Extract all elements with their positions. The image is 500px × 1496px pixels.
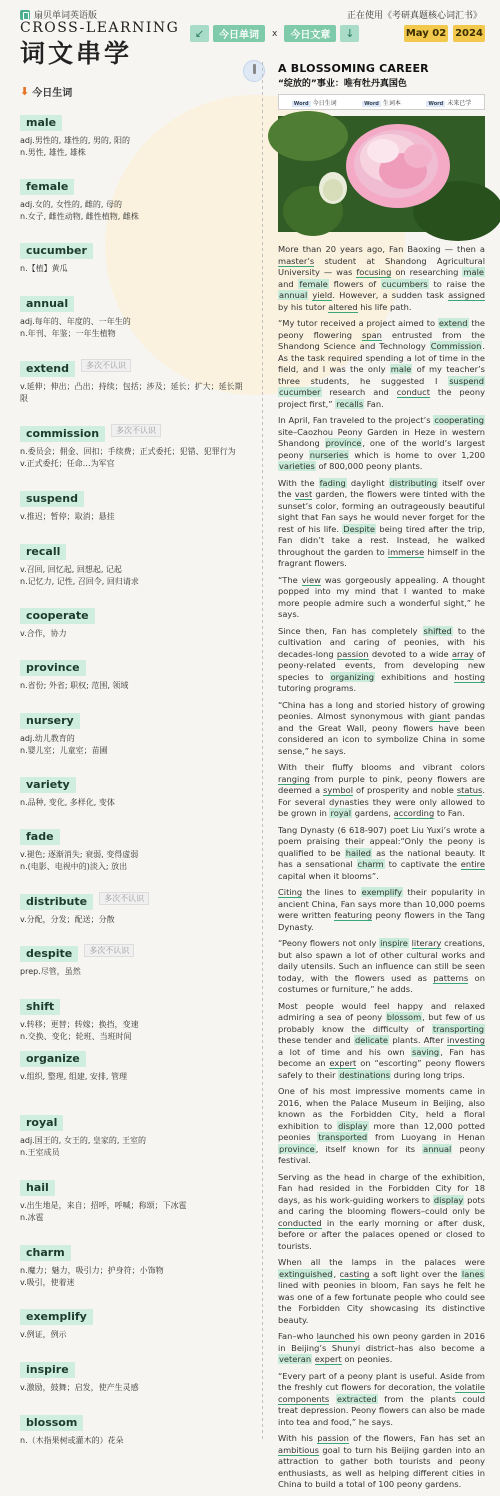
- highlighted-word[interactable]: extend: [438, 318, 468, 328]
- highlighted-word[interactable]: shifted: [423, 625, 452, 636]
- times-sign: x: [272, 28, 278, 39]
- highlighted-word[interactable]: male: [463, 267, 484, 277]
- underlined-word[interactable]: hosting: [454, 671, 485, 682]
- highlighted-word[interactable]: varieties: [279, 461, 315, 471]
- underlined-word[interactable]: entire: [460, 859, 485, 869]
- article-paragraph: With his passion of the flowers, Fan has set an ambitious goal to turn his Beijing garden into an attraction to gather both tourists and peony enthusiasts, as well as helping different cities in China to build a total of 100 peony gardens.: [278, 1433, 485, 1489]
- article-paragraph: “My tutor received a project aimed to extend the peony flowering span entrusted from the Shandong Science and Technology Commission. As the task required spending a lot of time in the field, and I was the only male of my teacher’s three students, he suggested I suspend cucumber research and conduct the peony project first,” recalls Fan.: [278, 318, 486, 409]
- highlighted-word[interactable]: transporting: [432, 1023, 484, 1034]
- underlined-word[interactable]: ranging: [278, 773, 310, 784]
- definition-line: adj.女的, 女性的, 雌的, 母的: [20, 200, 123, 209]
- word-tag[interactable]: commission: [20, 426, 105, 442]
- word-entry[interactable]: [20, 487, 250, 523]
- legend-tag: Word: [428, 100, 444, 107]
- definition-line: v.延伸；伸出；凸出；持续；包括；涉及；延长；扩大；延长期限: [20, 382, 243, 403]
- highlighted-word[interactable]: charm: [357, 859, 384, 869]
- underlined-word[interactable]: Citing: [278, 887, 303, 897]
- definition-line: v.例证，例示: [20, 1330, 67, 1339]
- word-entry[interactable]: [20, 1411, 250, 1447]
- definition-line: n.（木指果树或灌木的）花朵: [20, 1436, 124, 1445]
- underlined-word[interactable]: launched: [316, 1331, 355, 1341]
- article-paragraph: Tang Dynasty (6 618-907) poet Liu Yuxi’s wrote a poem praising their appeal:“Only the peony is qualified to be hailed as the national beauty. It has a sensational charm to captivate the entire capital when it blooms”.: [278, 824, 485, 881]
- highlighted-word[interactable]: cucumber: [279, 387, 321, 397]
- highlighted-word[interactable]: cooperating: [434, 415, 484, 425]
- word-definitions: [20, 316, 250, 340]
- brand-name: 扇贝单词英语版: [34, 11, 98, 21]
- article-paragraph: One of his most impressive moments came in 2016, when the Palace Museum in Beijing, also known as the Forbidden City, held a floral exhibition to display more than 12,000 potted peonies transported from Luoyang in Henan province, itself known for its annual peony festival.: [278, 1086, 486, 1165]
- word-tag[interactable]: distribute: [20, 894, 93, 910]
- word-tag[interactable]: inspire: [20, 1362, 75, 1378]
- definition-line: n.女子, 雌性动物, 雌性植物, 雌株: [20, 212, 139, 221]
- word-tag[interactable]: female: [20, 179, 74, 195]
- highlighted-word[interactable]: annual: [279, 290, 308, 300]
- article-paragraph: More than 20 years ago, Fan Baoxing — then a master’s student at Shandong Agricultural University — was focusing on researching male and female flowers of cucumbers to raise the annual yield. However, a sudden task assigned by his tutor altered his life path.: [278, 244, 486, 312]
- underlined-word[interactable]: giant: [429, 711, 451, 721]
- highlighted-word[interactable]: Despite: [343, 523, 376, 534]
- highlighted-word[interactable]: saving: [412, 1046, 440, 1057]
- definition-line: adj.幼儿教育的: [20, 734, 75, 743]
- word-tag[interactable]: cooperate: [20, 608, 95, 624]
- article-paragraph: Fan–who launched his own peony garden in 2016 in Beijing’s Shunyi district–has also become a veteran expert on peonies.: [278, 1331, 486, 1364]
- highlighted-word[interactable]: transported: [318, 1132, 368, 1142]
- article-column: [278, 62, 485, 1496]
- word-tag[interactable]: nursery: [20, 713, 80, 729]
- article-paragraph: “Peony flowers not only inspire literary creations, but also spawn a lot of other cultural works and daily utensils. Such an influence can still be seen today, with the flowers used as patterns on costumes or furniture,” he adds.: [278, 938, 485, 994]
- legend-item-learned: Word 未来已学: [428, 99, 472, 107]
- word-tag[interactable]: royal: [20, 1115, 63, 1131]
- highlighted-word[interactable]: distributing: [389, 477, 438, 488]
- word-tag[interactable]: fade: [20, 829, 60, 845]
- word-entry[interactable]: [20, 995, 250, 1043]
- underlined-word[interactable]: conducted: [278, 1217, 322, 1228]
- word-tag[interactable]: recall: [20, 544, 66, 560]
- word-entry[interactable]: [20, 656, 250, 692]
- highlighted-word[interactable]: blossom: [386, 1012, 422, 1022]
- underlined-word[interactable]: volatile: [454, 1382, 485, 1392]
- underlined-word[interactable]: expert: [329, 1058, 357, 1068]
- arrow-down-icon[interactable]: ↓: [340, 25, 359, 42]
- peony-photo: [278, 116, 485, 232]
- underlined-word[interactable]: master’s: [278, 255, 315, 266]
- using-book-text: 正在使用《考研真题核心词汇书》: [346, 11, 482, 21]
- highlighted-word[interactable]: annual: [423, 1143, 452, 1154]
- highlighted-word[interactable]: royal: [330, 808, 352, 818]
- word-tag[interactable]: despite: [20, 946, 78, 962]
- logo-cn: 词文串学: [20, 39, 133, 68]
- word-entry[interactable]: [20, 540, 250, 588]
- definition-line: v.正式委托；任命…为军官: [20, 459, 115, 468]
- tab-today-article[interactable]: 今日文章: [284, 25, 336, 42]
- definition-line: v.召回, 回忆起, 回想起, 记起: [20, 565, 122, 574]
- book-icon: [20, 10, 30, 20]
- underlined-word[interactable]: symbol: [323, 785, 354, 795]
- unknown-badge: 多次不认识: [99, 892, 149, 905]
- highlighted-word[interactable]: display: [433, 1194, 464, 1205]
- underlined-word[interactable]: yield: [312, 290, 333, 300]
- word-definitions: [20, 263, 250, 275]
- highlighted-word[interactable]: destinations: [339, 1069, 391, 1080]
- legend-tag: Word: [364, 100, 379, 107]
- highlighted-word[interactable]: Commission: [430, 341, 482, 351]
- logo-en: CROSS-LEARNING: [20, 20, 180, 36]
- definition-line: n.男性, 雄性, 雄株: [20, 148, 86, 157]
- word-entry[interactable]: [20, 111, 250, 159]
- underlined-word[interactable]: components: [278, 1393, 330, 1404]
- definition-line: n.品种, 变化, 多样化, 变体: [20, 798, 115, 807]
- word-tag[interactable]: hail: [20, 1180, 55, 1196]
- word-entry[interactable]: [20, 709, 250, 757]
- definition-line: n.魔力；魅力，吸引力；护身符；小饰物: [20, 1266, 164, 1275]
- tab-today-words[interactable]: 今日单词: [213, 25, 265, 42]
- word-entry[interactable]: [20, 890, 250, 926]
- word-definitions: [20, 1265, 250, 1289]
- definition-line: n.记忆力, 记性, 召回令, 回归请求: [20, 577, 139, 586]
- underlined-word[interactable]: span: [362, 329, 382, 340]
- word-tag[interactable]: charm: [20, 1245, 71, 1261]
- definition-line: n.年刊、年鉴；一年生植物: [20, 329, 116, 338]
- definition-line: v.激励，鼓舞；启发，使产生灵感: [20, 1383, 139, 1392]
- word-entry[interactable]: [20, 1176, 250, 1224]
- underlined-word[interactable]: investing: [447, 1035, 486, 1045]
- definition-line: n.婴儿室；儿童室；苗圃: [20, 746, 108, 755]
- article-paragraph: Serving as the head in charge of the exhibition, Fan had resided in the Forbidden City for 18 days, as his work-guiding workers to display pots and caring the blooming flowers–could only be conducted in the early morning or after dusk, before or after the palaces opened or closed to tourists.: [278, 1171, 485, 1251]
- word-tag[interactable]: province: [20, 660, 86, 676]
- word-entry[interactable]: [20, 1047, 250, 1083]
- underlined-word[interactable]: immerse: [387, 546, 425, 557]
- word-tag[interactable]: organize: [20, 1051, 86, 1067]
- highlighted-word[interactable]: province: [279, 1143, 315, 1154]
- article-paragraph: When all the lamps in the palaces were extinguished, casting a soft light over the lanes lined with peonies in bloom, Fan says he felt he was one of a few fortunate people who could see the Forbidden City showcasing its distinctive beauty.: [278, 1257, 485, 1325]
- definition-line: n.交换、变化；轮班、当班时间: [20, 1032, 132, 1041]
- article-paragraph: With the fading daylight distributing itself over the vast garden, the flowers were tinted with the sunset’s color, forming an outrageously beautiful sight that Fan says he would never forget for the rest of his life. Despite being tired after the trip, Fan didn’t take a rest. Instead, he walked throughout the garden to immerse himself in the fragrant flowers.: [278, 477, 485, 568]
- date-badge: May 02: [404, 25, 448, 42]
- highlighted-word[interactable]: female: [299, 278, 328, 289]
- highlighted-word[interactable]: recalls: [336, 398, 364, 409]
- word-entry[interactable]: [20, 604, 250, 640]
- underlined-word[interactable]: array: [451, 648, 474, 659]
- definition-line: v.吸引，使着迷: [20, 1278, 75, 1287]
- definition-line: adj.男性的, 雄性的, 男的, 阳的: [20, 136, 131, 145]
- peony-illustration: [278, 116, 485, 232]
- underlined-word[interactable]: altered: [328, 301, 358, 312]
- word-tag[interactable]: cucumber: [20, 243, 93, 259]
- unknown-badge: 多次不认识: [81, 359, 131, 372]
- definition-line: adj.每年的、年度的、一年生的: [20, 317, 131, 326]
- article-title-cn: “绽放的”事业：唯有牡丹真国色: [278, 79, 407, 89]
- definition-line: v.转移；更替；转嫁；换挡，变速: [20, 1020, 139, 1029]
- word-tag[interactable]: variety: [20, 777, 76, 793]
- word-definitions: [20, 1382, 250, 1394]
- highlighted-word[interactable]: lanes: [461, 1268, 484, 1279]
- highlighted-word[interactable]: inspire: [380, 938, 408, 948]
- word-tag[interactable]: annual: [20, 296, 74, 312]
- word-definitions: [20, 511, 250, 523]
- definition-line: n.省份; 外省; 职权; 范围, 领域: [20, 681, 129, 690]
- underlined-word[interactable]: expert: [314, 1354, 342, 1364]
- legend-tag: Word: [293, 100, 309, 107]
- word-definitions: [20, 1200, 250, 1224]
- article-paragraph: In April, Fan traveled to the project’s cooperating site–Caozhou Peony Garden in Heze in western Shandong province, one of the world’s largest peony nurseries which is home to over 1,200 varieties of 800,000 peony plants.: [278, 415, 485, 471]
- highlighted-word[interactable]: organizing: [330, 671, 375, 682]
- word-definitions: [20, 1071, 250, 1083]
- word-tag[interactable]: blossom: [20, 1415, 83, 1431]
- underlined-word[interactable]: conduct: [396, 387, 430, 397]
- word-definitions: [20, 135, 250, 159]
- underlined-word[interactable]: assigned: [448, 290, 486, 300]
- legend-item-wordbook: Word 生词本: [364, 99, 401, 107]
- word-entry[interactable]: [20, 357, 250, 405]
- nav-tabs: [190, 25, 359, 42]
- article-body: [278, 244, 485, 1491]
- word-definitions: [20, 733, 250, 757]
- word-definitions: [20, 1329, 250, 1341]
- word-definitions: [20, 966, 250, 978]
- underlined-word[interactable]: featuring: [334, 910, 373, 920]
- article-paragraph: With their fluffy blooms and vibrant colors ranging from purple to pink, peony flowers are deemed a symbol of prosperity and noble status. For several dynasties they were only allowed to be grown in royal gardens, according to Fan.: [278, 762, 485, 818]
- word-entry[interactable]: [20, 942, 250, 978]
- highlighted-word[interactable]: cucumbers: [381, 278, 428, 289]
- underlined-word[interactable]: literary: [411, 938, 442, 948]
- highlighted-word[interactable]: delicate: [355, 1035, 389, 1045]
- legend-item-today: Word 今日生词: [293, 99, 337, 107]
- vocab-list: [20, 84, 250, 1445]
- word-definitions: [20, 914, 250, 926]
- word-entry[interactable]: [20, 1111, 250, 1159]
- highlighted-word[interactable]: display: [338, 1120, 368, 1131]
- article-paragraph: Most people would feel happy and relaxed admiring a sea of peony blossom, but few of us probably know the difficulty of transporting these tender and delicate plants. After investing a lot of time and his own saving, Fan has become an expert on “escorting” peony flowers safely to their destinations during long trips.: [278, 1000, 486, 1080]
- highlighted-word[interactable]: exemplify: [361, 887, 403, 897]
- arrow-down-left-icon[interactable]: ↙: [190, 25, 209, 42]
- word-entry[interactable]: [20, 292, 250, 340]
- underlined-word[interactable]: view: [301, 574, 321, 585]
- highlight-legend: [278, 94, 485, 110]
- underlined-word[interactable]: status: [456, 785, 483, 795]
- arrow-down-icon: ⬇: [20, 85, 30, 98]
- highlighted-word[interactable]: extinguished: [279, 1268, 333, 1279]
- definition-line: n.【植】黄瓜: [20, 264, 68, 273]
- word-definitions: [20, 1135, 250, 1159]
- highlighted-word[interactable]: fading: [319, 477, 346, 488]
- definition-line: n.王室成员: [20, 1148, 60, 1157]
- definition-line: v.分配，分发；配送；分散: [20, 915, 115, 924]
- word-definitions: [20, 797, 250, 809]
- word-entry[interactable]: [20, 825, 250, 873]
- word-definitions: [20, 1435, 250, 1447]
- article-title-en: A BLOSSOMING CAREER: [278, 62, 429, 75]
- article-paragraph: Citing the lines to exemplify their popularity in ancient China, Fan says more than 10,000 poems were written featuring peony flowers in the Tang Dynasty.: [278, 887, 486, 932]
- article-paragraph: Since then, Fan has completely shifted to the cultivation and caring of peonies, with his decades-long passion devoted to a wide array of peony-related events, from developing new species to organizing exhibitions and hosting tutoring programs.: [278, 625, 486, 693]
- definition-line: n.委员会；佣金、回扣；手续费；正式委托；犯错、犯罪行为: [20, 447, 236, 456]
- highlighted-word[interactable]: male: [390, 364, 412, 374]
- word-entry[interactable]: [20, 422, 250, 470]
- column-divider: [262, 62, 263, 1442]
- highlighted-word[interactable]: nurseries: [309, 449, 349, 460]
- highlighted-word[interactable]: extracted: [336, 1393, 377, 1404]
- definition-line: n.(电影、电视中的)淡入; 放出: [20, 862, 128, 871]
- word-definitions: [20, 849, 250, 873]
- definition-line: n.冰雹: [20, 1213, 44, 1222]
- header: [0, 0, 500, 68]
- highlighted-word[interactable]: veteran: [279, 1354, 312, 1364]
- underlined-word[interactable]: focusing: [356, 267, 392, 277]
- year-badge: 2024: [453, 25, 485, 42]
- word-entry[interactable]: [20, 1305, 250, 1341]
- highlighted-word[interactable]: hailed: [345, 847, 372, 858]
- article-paragraph: “China has a long and storied history of growing peonies. Almost synonymous with giant pandas and the Great Wall, peony flowers have been considered an icon to symbolize China in some sense,” he says.: [278, 699, 486, 756]
- article-paragraph: “Every part of a peony plant is useful. Aside from the freshly cut flowers for decoration, the volatile components extracted from the plants could treat depression. Peony flowers can also be made into tea and food,” he says.: [278, 1370, 485, 1427]
- definition-line: v.合作，协力: [20, 629, 67, 638]
- definition-line: v.组织, 整理, 组建, 安排, 管理: [20, 1072, 127, 1081]
- definition-line: prep.尽管，虽然: [20, 967, 81, 976]
- word-definitions: [20, 381, 250, 405]
- underlined-word[interactable]: passion: [336, 648, 369, 659]
- vocab-title: [20, 84, 250, 99]
- word-tag[interactable]: suspend: [20, 491, 84, 507]
- underlined-word[interactable]: patterns: [433, 972, 469, 983]
- word-tag[interactable]: shift: [20, 999, 60, 1015]
- word-definitions: [20, 446, 250, 470]
- highlighted-word[interactable]: province: [325, 438, 362, 448]
- unknown-badge: 多次不认识: [84, 944, 134, 957]
- underlined-word[interactable]: ambitious: [278, 1444, 319, 1455]
- word-entry[interactable]: [20, 1241, 250, 1289]
- word-tag[interactable]: extend: [20, 361, 75, 377]
- underlined-word[interactable]: according: [393, 808, 435, 818]
- definition-line: adj.国王的, 女王的, 皇家的, 王室的: [20, 1136, 147, 1145]
- word-tag[interactable]: exemplify: [20, 1309, 93, 1325]
- word-tag[interactable]: male: [20, 115, 62, 131]
- highlighted-word[interactable]: suspend: [449, 375, 484, 386]
- unknown-badge: 多次不认识: [111, 424, 161, 437]
- underlined-word[interactable]: vast: [294, 489, 313, 499]
- underlined-word[interactable]: casting: [339, 1268, 370, 1279]
- word-definitions: [20, 680, 250, 692]
- word-definitions: [20, 1019, 250, 1043]
- definition-line: v.褪色; 逐渐消失; 衰弱, 变得虚弱: [20, 850, 139, 859]
- word-definitions: [20, 564, 250, 588]
- word-entry[interactable]: [20, 175, 250, 223]
- vocab-title-label: 今日生词: [32, 88, 73, 99]
- word-entry[interactable]: [20, 1358, 250, 1394]
- word-entry[interactable]: [20, 773, 250, 809]
- article-paragraph: “The view was gorgeously appealing. A thought popped into my mind that I wanted to make more people admire such a wonderful sight,” he says.: [278, 574, 485, 619]
- definition-line: v.出生地是，来自；招呼，呼喊；称颂；下冰雹: [20, 1201, 187, 1210]
- word-entry[interactable]: [20, 239, 250, 275]
- underlined-word[interactable]: passion: [317, 1433, 349, 1443]
- word-definitions: [20, 628, 250, 640]
- word-definitions: [20, 199, 250, 223]
- definition-line: v.推迟；暂停；取消；悬挂: [20, 512, 115, 521]
